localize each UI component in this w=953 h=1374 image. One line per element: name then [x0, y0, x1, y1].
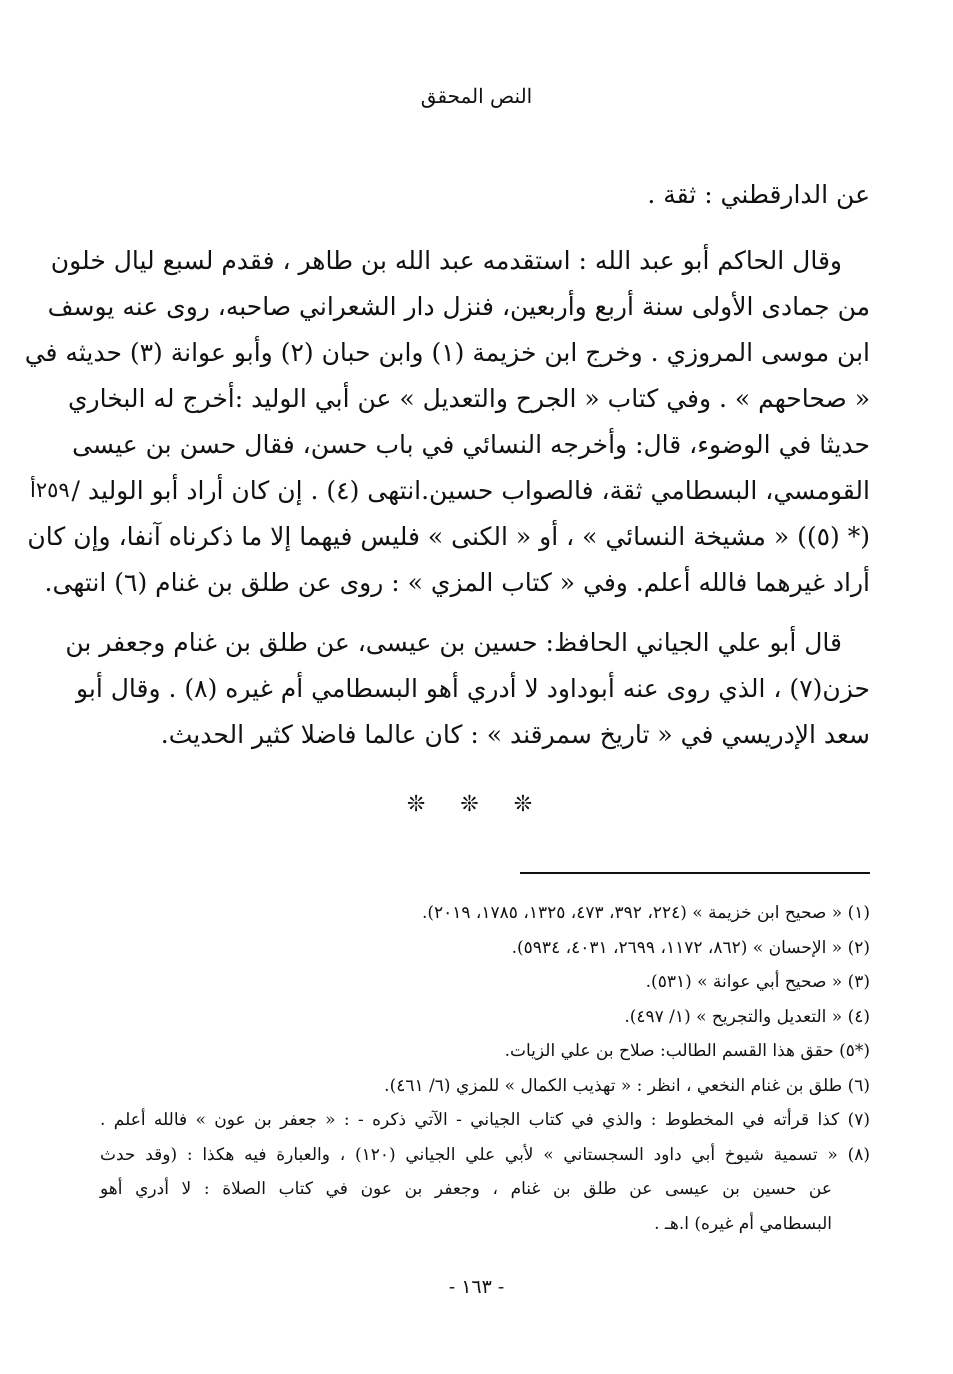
footnote-continuation: عن حسين بن عيسى عن طلق بن غنام ، وجعفر بن عون في كتاب الصلاة : لا أدري أهو — [100, 1179, 832, 1199]
footnote: (٢) « الإحسان » (٨٦٢، ١١٧٢، ٢٦٩٩، ٤٠٣١، ٥٩٣٤). — [511, 937, 870, 958]
manuscript-folio-marker: ٢٥٩أ — [30, 478, 70, 502]
paragraph-line: قال أبو علي الجياني الحافظ: حسين بن عيسى، عن طلق بن غنام وجعفر بن — [65, 628, 842, 657]
paragraph-line: حديثا في الوضوء، قال: وأخرجه النسائي في باب حسن، فقال حسن بن عيسى — [72, 430, 870, 459]
footnote: (٤) « التعديل والتجريح » (١/ ٤٩٧). — [624, 1006, 870, 1027]
section-separator: ❊ ❊ ❊ — [406, 792, 547, 817]
paragraph-line: « صحاحهم » . وفي كتاب « الجرح والتعديل » عن أبي الوليد :أخرج له البخاري — [67, 384, 870, 413]
footnote: (٧) كذا قرأته في المخطوط : والذي في كتاب الجياني - الآتي ذكره - : « جعفر بن عون » فالله أعلم . — [100, 1110, 870, 1130]
paragraph-line: أراد غيرهما فالله أعلم. وفي « كتاب المزي » : روى عن طلق بن غنام (٦) انتهى. — [44, 568, 870, 597]
footnote: (٦) طلق بن غنام النخعي ، انظر : « تهذيب الكمال » للمزي (٦/ ٤٦١). — [384, 1075, 870, 1096]
footnote-continuation: البسطامي أم غيره) ا.هـ . — [654, 1213, 832, 1234]
footnote-rule — [520, 872, 870, 874]
footnote: (٣) « صحيح أبي عوانة » (٥٣١). — [645, 972, 870, 992]
paragraph-1-text: عن الدارقطني : ثقة . — [647, 180, 870, 209]
paragraph-line: ابن موسى المروزي . وخرج ابن خزيمة (١) وابن حبان (٢) وأبو عوانة (٣) حديثه في — [24, 338, 870, 367]
running-title: النص المحقق — [420, 84, 533, 108]
footnote: (١) « صحيح ابن خزيمة » (٢٢٤، ٣٩٢، ٤٧٣، ١٣٢٥، ١٧٨٥، ٢٠١٩). — [421, 903, 870, 923]
paragraph-line: من جمادى الأولى سنة أربع وأربعين، فنزل دار الشعراني صاحبه، روى عنه يوسف — [47, 292, 870, 321]
paragraph-line: القومسي، البسطامي ثقة، فالصواب حسين.انتهى (٤) . إن كان أراد أبو الوليد / — [71, 476, 870, 505]
paragraph-3 — [65, 620, 870, 758]
paragraph-line: سعد الإدريسي في « تاريخ سمرقند » : كان عالما فاضلا كثير الحديث. — [160, 720, 870, 749]
footnote: (*٥) حقق هذا القسم الطالب: صلاح بن علي الزيات. — [504, 1041, 870, 1061]
paragraph-line: وقال الحاكم أبو عبد الله : استقدمه عبد الله بن طاهر ، فقدم لسبع ليال خلون — [50, 246, 842, 275]
page-number: - ١٦٣ - — [448, 1276, 505, 1298]
paragraph-line: حزن(٧) ، الذي روى عنه أبوداود لا أدري أهو البسطامي أم غيره (٨) . وقال أبو — [75, 674, 870, 703]
paragraph-line: (* (٥)) « مشيخة النسائي » ، أو « الكنى » فليس فيهما إلا ما ذكرناه آنفا، وإن كان — [27, 522, 870, 551]
paragraph-1 — [100, 172, 870, 218]
footnotes — [100, 896, 870, 1241]
footnote: (٨) « تسمية شيوخ أبي داود السجستاني » لأبي علي الجياني (١٢٠) ، والعبارة فيه هكذا : (وقد حدث — [100, 1144, 870, 1165]
